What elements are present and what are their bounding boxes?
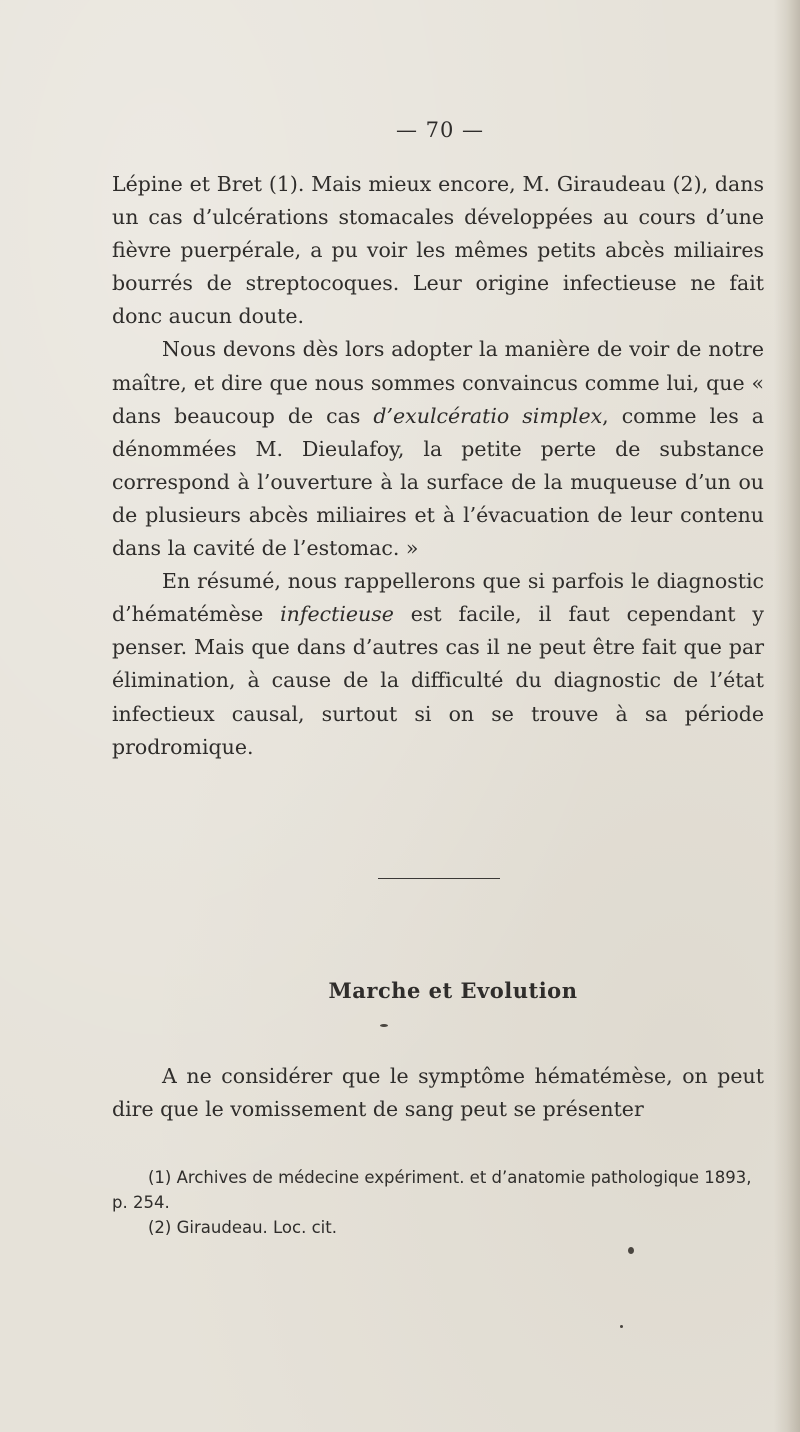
paragraph-2: [112, 333, 764, 565]
ink-speck: [620, 1325, 623, 1328]
section-divider: [378, 878, 500, 879]
section-paragraph: A ne considérer que le symptôme hématémèse, on peut dire que le vomissement de sang peut se présenter: [112, 1064, 764, 1122]
footnote-1: (1) Archives de médecine expériment. et d’anatomie pathologique 1893, p. 254.: [112, 1168, 752, 1212]
page-number: — 70 —: [395, 118, 485, 142]
page-edge-shadow: [774, 0, 800, 1432]
footnote-2: (2) Giraudeau. Loc. cit.: [148, 1218, 337, 1237]
ink-speck: [380, 1024, 388, 1027]
main-text: [112, 168, 764, 764]
text-run: En résumé, nous rappellerons que si parfois le diagnostic d’hématémèse: [112, 569, 764, 627]
italic-term: d’exulcératio simplex: [373, 403, 603, 428]
italic-term: infectieuse: [280, 602, 394, 627]
paragraph-3: [112, 565, 764, 764]
footnotes: [112, 1165, 764, 1240]
section-text: [112, 1060, 764, 1126]
text-run: , comme les a dénommées M. Dieulafoy, la petite perte de substance correspond à l’ouverture à la surface de la muqueuse d’un ou de plusieurs abcès miliaires et à l’évacuation de leur contenu dans la cavité de l’estomac. »: [112, 403, 764, 561]
text-run: Nous devons dès lors adopter la manière de voir de notre maître, et dire que nous sommes convaincus comme lui, que « dans beaucoup de cas: [112, 337, 764, 428]
ink-speck: [628, 1247, 634, 1254]
paragraph-1: [112, 168, 764, 333]
section-heading: Marche et Evolution: [328, 978, 578, 1003]
text-run: Lépine et Bret (1). Mais mieux encore, M. Giraudeau (2), dans un cas d’ulcérations stomacales développées au cours d’une fièvre puerpérale, a pu voir les mêmes petits abcès miliaires bourrés de streptocoques. Leur origine infectieuse ne fait donc aucun doute.: [112, 172, 764, 329]
text-run: est facile, il faut cependant y penser. Mais que dans d’autres cas il ne peut être fait que par élimination, à cause de la difficulté du diagnostic de l’état infectieux causal, surtout si on se trouve à sa période prodromique.: [112, 602, 764, 759]
